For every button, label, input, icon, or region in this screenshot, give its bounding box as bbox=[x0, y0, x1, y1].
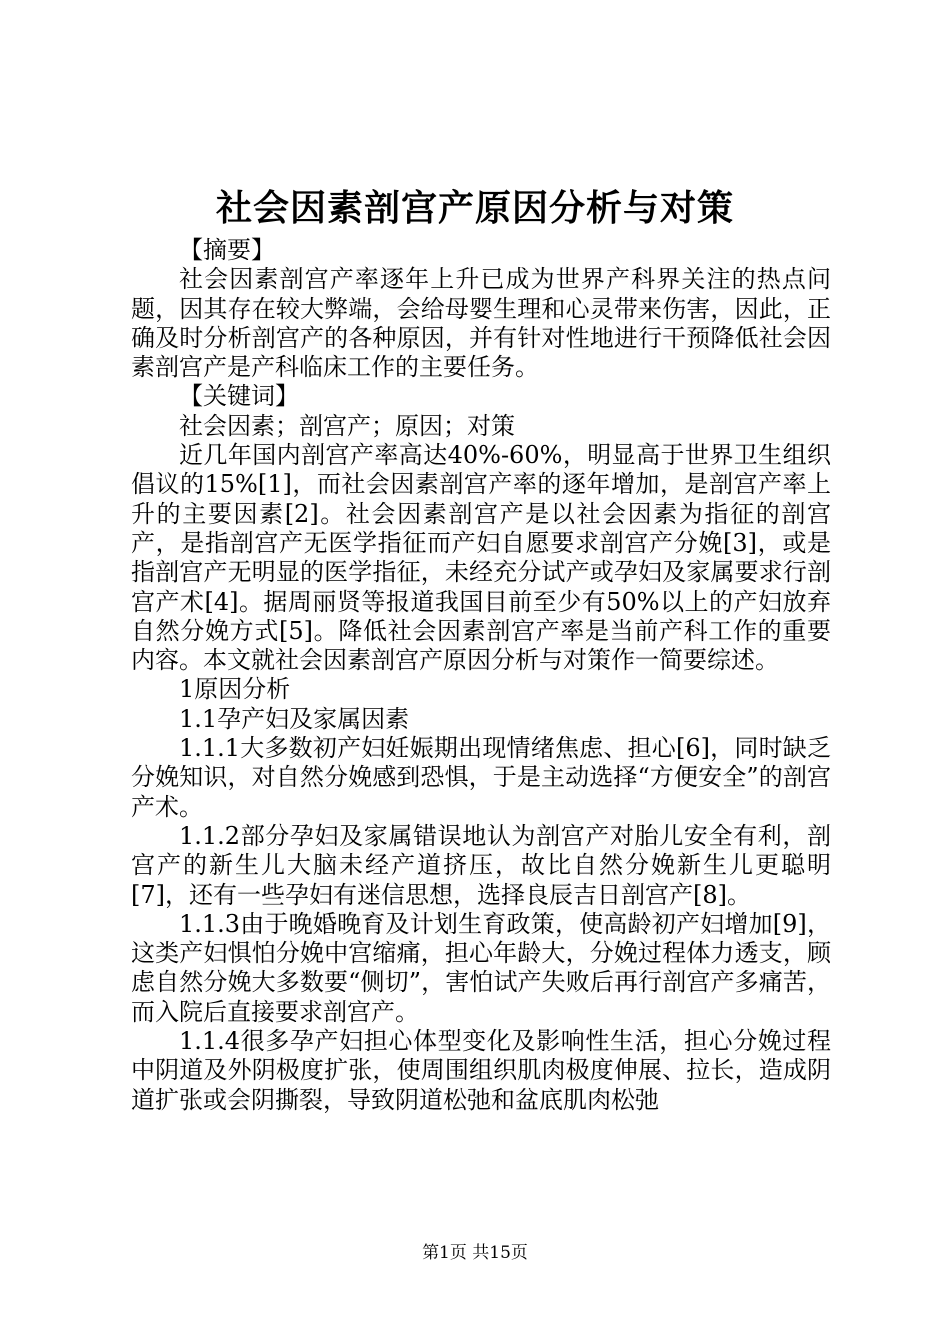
body-paragraph: 1.1.2部分孕妇及家属错误地认为剖宫产对胎儿安全有利，剖宫产的新生儿大脑未经产道挤压，故比自然分娩新生儿更聪明[7]，还有一些孕妇有迷信思想，选择良辰吉日剖宫产[8]。 bbox=[131, 821, 831, 909]
document-title: 社会因素剖宫产原因分析与对策 bbox=[215, 187, 734, 229]
subsection-heading: 1.1孕产妇及家属因素 bbox=[179, 704, 410, 733]
body-paragraph: 1.1.3由于晚婚晚育及计划生育政策，使高龄初产妇增加[9]，这类产妇惧怕分娩中宫缩痛，担心年龄大，分娩过程体力透支，顾虑自然分娩大多数要“侧切”，害怕试产失败后再行剖宫产多痛苦，而入院后直接要求剖宫产。 bbox=[131, 909, 831, 1026]
body-paragraph: 1.1.1大多数初产妇妊娠期出现情绪焦虑、担心[6]，同时缺乏分娩知识，对自然分娩感到恐惧，于是主动选择“方便安全”的剖宫产术。 bbox=[131, 734, 831, 821]
keywords-paragraph: 社会因素；剖宫产；原因；对策 bbox=[179, 411, 515, 440]
body-paragraph: 1.1.4很多孕产妇担心体型变化及影响性生活，担心分娩过程中阴道及外阴极度扩张，使周围组织肌肉极度伸展、拉长，造成阴道扩张或会阴撕裂，导致阴道松弛和盆底肌肉松弛 bbox=[131, 1027, 831, 1114]
abstract-heading: 【摘要】 bbox=[179, 236, 275, 264]
page-footer: 第1页 共15页 bbox=[422, 1243, 528, 1263]
keywords-heading: 【关键词】 bbox=[179, 382, 299, 411]
document-body bbox=[131, 236, 831, 1115]
abstract-paragraph: 社会因素剖宫产率逐年上升已成为世界产科界关注的热点问题，因其存在较大弊端，会给母婴生理和心灵带来伤害，因此，正确及时分析剖宫产的各种原因，并有针对性地进行干预降低社会因素剖宫产是产科临床工作的主要任务。 bbox=[131, 265, 831, 382]
intro-paragraph: 近几年国内剖宫产率高达40%-60%，明显高于世界卫生组织倡议的15%[1]，而社会因素剖宫产率的逐年增加，是剖宫产率上升的主要因素[2]。社会因素剖宫产是以社会因素为指征的剖宫产，是指剖宫产无医学指征而产妇自愿要求剖宫产分娩[3]，或是指剖宫产无明显的医学指征，未经充分试产或孕妇及家属要求行剖宫产术[4]。据周丽贤等报道我国目前至少有50%以上的产妇放弃自然分娩方式[5]。降低社会因素剖宫产率是当前产科工作的重要内容。本文就社会因素剖宫产原因分析与对策作一简要综述。 bbox=[131, 441, 831, 675]
section-heading: 1原因分析 bbox=[179, 675, 291, 704]
